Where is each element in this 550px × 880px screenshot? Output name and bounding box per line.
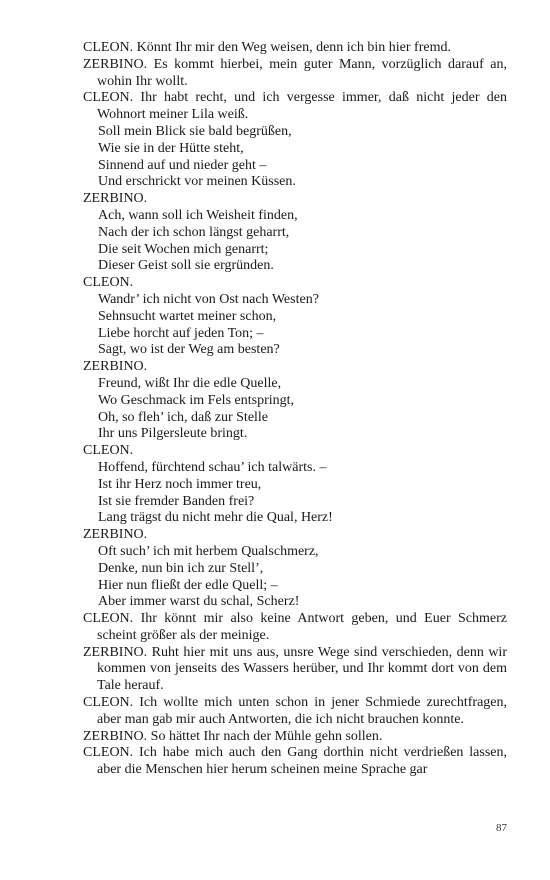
speaker-name: ZERBINO. — [83, 191, 148, 207]
speaker-name: CLEON. — [83, 443, 134, 459]
dialogue-paragraph: ZERBINO. Ruht hier mit uns aus, unsre Wege sind verschieden, denn wir kommen von jenseits des Wassers herüber, und Ihr kommt dort von dem Tale herauf. — [83, 644, 507, 694]
verse-line: Sagt, wo ist der Weg am besten? — [98, 342, 280, 358]
verse-line: Ist sie fremder Banden frei? — [98, 493, 255, 509]
verse-line: Und erschrickt vor meinen Küssen. — [98, 174, 296, 190]
verse-line: Oh, so fleh’ ich, daß zur Stelle — [98, 409, 269, 425]
verse-line: Soll mein Blick sie bald begrüßen, — [98, 123, 292, 139]
verse-line: Denke, nun bin ich zur Stell’, — [98, 560, 264, 576]
verse-line: Nach der ich schon längst geharrt, — [98, 224, 290, 240]
verse-line: Freund, wißt Ihr die edle Quelle, — [98, 375, 282, 391]
verse-line: Hoffend, fürchtend schau’ ich talwärts. – — [98, 459, 327, 475]
page-number: 87 — [496, 822, 507, 834]
verse-line: Oft such’ ich mit herbem Qualschmerz, — [98, 543, 319, 559]
dialogue-paragraph: CLEON. Ich wollte mich unten schon in jener Schmiede zurechtfragen, aber man gab mir auch Antworten, die ich nicht brauchen konnte. — [83, 695, 507, 727]
dialogue-paragraph: CLEON. Ihr könnt mir also keine Antwort geben, und Euer Schmerz scheint größer als der meinige. — [83, 611, 507, 643]
speaker-name: CLEON. — [83, 275, 134, 291]
verse-line: Dieser Geist soll sie ergründen. — [98, 258, 274, 274]
verse-line: Wie sie in der Hütte steht, — [98, 140, 244, 156]
verse-line: Sehnsucht wartet meiner schon, — [98, 308, 277, 324]
dialogue-paragraph: ZERBINO. So hättet Ihr nach der Mühle gehn sollen. — [83, 728, 383, 744]
verse-line: Lang trägst du nicht mehr die Qual, Herz! — [98, 510, 333, 526]
dialogue-paragraph: CLEON. Ich habe mich auch den Gang dorthin nicht verdrießen lassen, aber die Menschen hier herum scheinen meine Sprache gar — [83, 745, 507, 778]
dialogue-paragraph: ZERBINO. Es kommt hierbei, mein guter Mann, vorzüglich darauf an, wohin Ihr wollt. — [83, 56, 507, 89]
verse-line: Ach, wann soll ich Weisheit finden, — [98, 207, 298, 223]
dialogue-paragraph: CLEON. Könnt Ihr mir den Weg weisen, denn ich bin hier fremd. — [83, 40, 451, 55]
verse-line: Sinnend auf und nieder geht – — [98, 157, 267, 173]
verse-line: Wandr’ ich nicht von Ost nach Westen? — [98, 291, 319, 307]
page-text — [83, 40, 507, 779]
verse-line: Die seit Wochen mich genarrt; — [98, 241, 269, 257]
verse-line: Hier nun fließt der edle Quell; – — [98, 577, 278, 593]
verse-line: Ihr uns Pilgersleute bringt. — [98, 426, 248, 442]
dialogue-paragraph: CLEON. Ihr habt recht, und ich vergesse immer, daß nicht jeder den Wohnort meiner Lila weiß. — [83, 90, 507, 123]
verse-line: Liebe horcht auf jeden Ton; – — [98, 325, 264, 341]
speaker-name: ZERBINO. — [83, 527, 148, 543]
verse-line: Ist ihr Herz noch immer treu, — [98, 476, 262, 492]
speaker-name: ZERBINO. — [83, 359, 148, 375]
verse-line: Wo Geschmack im Fels entspringt, — [98, 392, 295, 408]
verse-line: Aber immer warst du schal, Scherz! — [98, 594, 300, 610]
